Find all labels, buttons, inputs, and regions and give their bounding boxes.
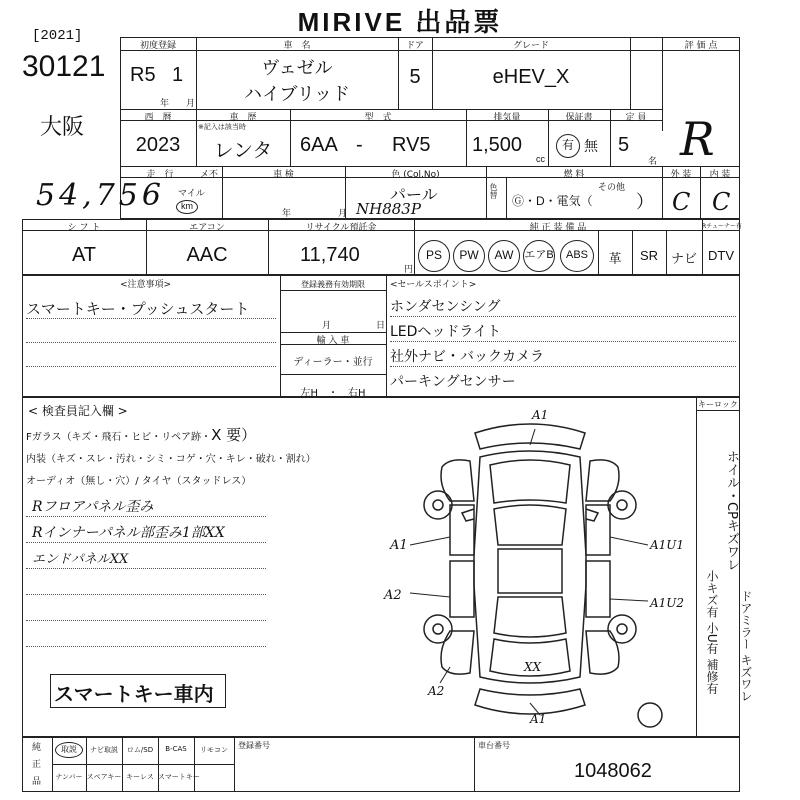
scratch-legend: 小キズ有 小U有 補修有 — [705, 570, 719, 695]
model-code: RV5 — [392, 134, 431, 156]
hdr-first-reg: 初度登録 — [139, 41, 176, 51]
color-change-label: 色替 — [489, 183, 498, 199]
hdr-inspection: 車 検 — [273, 170, 294, 180]
opt-navi-manual: ナビ取説 — [90, 746, 118, 754]
key-lock-label: キーロック — [698, 400, 738, 409]
equip-pw: PW — [453, 240, 485, 272]
score-value: R — [680, 112, 715, 166]
exterior-value: C — [672, 188, 691, 216]
cc-label: cc — [536, 154, 545, 164]
import-header: 輸 入 車 — [316, 336, 350, 346]
displacement-value: 1,500 — [472, 134, 523, 156]
hdr-interior: 内 装 — [709, 170, 731, 180]
import-dealer: ディーラー・並行 — [293, 357, 373, 368]
equip-ps: PS — [418, 240, 450, 272]
recycle-value: 11,740 — [300, 244, 360, 266]
hdr-equipment: 純 正 装 備 品 — [529, 223, 587, 233]
hdr-grade: グレード — [512, 41, 549, 51]
shift-value: AT — [71, 244, 97, 266]
notes-header: <注意事項> — [120, 280, 172, 290]
person-label: 名 — [648, 156, 658, 166]
hdr-exterior: 外 装 — [670, 170, 692, 180]
grade-value: eHEV_X — [492, 66, 570, 88]
doors-value: 5 — [409, 66, 421, 88]
opt-spare-key: スペアキー — [86, 773, 122, 781]
audio-line: オーディオ（無し・穴）/ タイヤ（スタッドレス） — [26, 476, 252, 487]
inspection-month: 月 — [338, 208, 348, 218]
interior-line: 内装（キズ・スレ・汚れ・シミ・コゲ・穴・キレ・破れ・割れ） — [26, 454, 316, 465]
opt-smart-key: スマートキー — [158, 773, 200, 781]
hand-note-2: Rインナーパネル部歪み1部XX — [32, 525, 225, 541]
fuel-close: ） — [636, 192, 654, 212]
hdr-aircon: エアコン — [189, 223, 225, 233]
history-note: ※記入は該当時 — [198, 123, 246, 131]
mark-a2: A2 — [384, 588, 402, 603]
hdr-displacement: 排気量 — [493, 113, 521, 123]
lot-number: 30121 — [22, 50, 106, 83]
equip-sr: SR — [639, 248, 659, 263]
yen-label: 円 — [404, 264, 414, 274]
sales-header: <セールスポイント> — [390, 280, 477, 290]
opt-manual: 取説 — [55, 742, 83, 758]
warranty-no: 無 — [584, 138, 598, 154]
history-value: レンタ — [213, 140, 273, 162]
hdr-fuel: 燃 料 — [563, 170, 585, 180]
opt-number: ナンバー — [55, 773, 83, 781]
hdr-mileage: 走 行 — [146, 170, 174, 180]
wheel-note: ホイル・CPキズワレ — [724, 450, 739, 571]
hdr-auction-grade: 評 価 点 — [684, 41, 718, 51]
equip-aw: AW — [488, 240, 520, 272]
chassis-label: 車台番号 — [478, 741, 510, 750]
hdr-recycle: リサイクル預託金 — [305, 223, 377, 233]
year-label: 年 — [160, 98, 170, 108]
mirror-note: ドアミラー キズワレ — [739, 590, 753, 702]
note-line-1: スマートキー・プッシュスタート — [26, 300, 250, 318]
sales-point-1: ホンダセンシング — [390, 299, 501, 315]
hdr-model-year: 西 暦 — [144, 113, 172, 123]
inspection-header: < 検査員記入欄 > — [28, 404, 128, 418]
mark-left: A1 — [390, 538, 408, 553]
mark-right: A1U1 — [650, 538, 685, 552]
hdr-shift: シ フ ト — [67, 223, 101, 233]
option-label-2: 正 — [32, 760, 42, 770]
km-label: km — [176, 200, 198, 214]
color-code: NH883P — [356, 200, 421, 218]
month-label: 月 — [186, 98, 196, 108]
equip-navi: ナビ — [670, 251, 697, 266]
capacity-value: 5 — [618, 134, 630, 156]
form-title: MIRIVE 出品票 — [297, 7, 503, 37]
mark-top: A1 — [532, 408, 549, 422]
hdr-history: 車 歴 — [229, 113, 257, 123]
hdr-doors: ドア — [406, 41, 424, 51]
hdr-warranty: 保証書 — [565, 113, 593, 123]
glass-line — [26, 424, 256, 445]
chassis-number: 1048062 — [574, 760, 652, 782]
reg-day: 日 — [376, 321, 386, 331]
mark-a2-bottom: A2 — [428, 684, 445, 698]
inspection-year: 年 — [282, 208, 292, 218]
opt-bcas: B-CAS — [165, 745, 187, 753]
color-name: パール — [390, 187, 438, 204]
hdr-color: 色 (Col.No) — [391, 170, 440, 180]
hdr-model: 型 式 — [364, 113, 392, 123]
equip-leather: 革 — [608, 251, 622, 266]
year-tag: [2021] — [32, 28, 83, 44]
interior-value: C — [712, 188, 731, 216]
first-reg-era: R5 — [130, 64, 156, 86]
mileage-value: 54,756 — [36, 178, 165, 213]
reg-expiry-header: 登録義務有効期限 — [301, 280, 365, 289]
hdr-capacity: 定 員 — [625, 113, 647, 123]
aircon-value: AAC — [186, 244, 228, 266]
option-label-3: 品 — [32, 777, 42, 787]
hdr-car-name: 車 名 — [283, 41, 311, 51]
model-dash: - — [356, 134, 363, 156]
mark-bottom: A1 — [530, 712, 547, 726]
glass-text: Fガラス（キズ・飛石・ヒビ・リペア跡・ — [26, 432, 212, 443]
car-name-line2: ハイブリッド — [243, 84, 351, 104]
mark-right2: A1U2 — [650, 596, 685, 610]
opt-remote: リモコン — [200, 746, 228, 754]
import-hand: 左H ・ 右H — [300, 388, 366, 399]
hand-note-1: Rフロアパネル歪み — [32, 499, 154, 515]
sales-point-3: 社外ナビ・バックカメラ — [390, 349, 544, 365]
reg-month: 月 — [322, 321, 332, 331]
mark-xx: XX — [524, 660, 542, 674]
reg-number-label: 登録番号 — [238, 741, 270, 750]
hand-note-3: エンドパネルXX — [32, 552, 129, 567]
first-reg-month: 1 — [172, 64, 184, 86]
model-prefix: 6AA — [300, 134, 338, 156]
fuel-options: Ⓖ・D・電気（ — [512, 194, 593, 208]
hdr-meter: メ不 — [199, 170, 218, 180]
mile-label: マイル — [178, 189, 205, 199]
model-year-value: 2023 — [135, 134, 181, 156]
smart-key-note: スマートキー車内 — [54, 682, 214, 706]
car-damage-diagram — [380, 405, 680, 730]
equip-dtv: DTV — [708, 248, 734, 263]
sales-point-4: パーキングセンサー — [390, 374, 516, 390]
warranty-yes: 有 — [556, 134, 580, 158]
opt-keyless: キーレス — [126, 773, 154, 781]
glass-need: X 要） — [211, 426, 257, 444]
equip-airbag: エアB — [523, 240, 555, 272]
equip-abs: ABS — [560, 240, 594, 272]
option-label-1: 純 — [32, 743, 42, 753]
opt-rom-sd: ロム/SD — [126, 746, 154, 754]
car-name-line1: ヴェゼル — [261, 58, 333, 78]
hdr-tuner: Rチューナー有 — [702, 223, 742, 230]
sales-point-2: LEDヘッドライト — [390, 324, 502, 340]
fuel-other-label: その他 — [598, 183, 626, 193]
location: 大阪 — [40, 115, 85, 140]
